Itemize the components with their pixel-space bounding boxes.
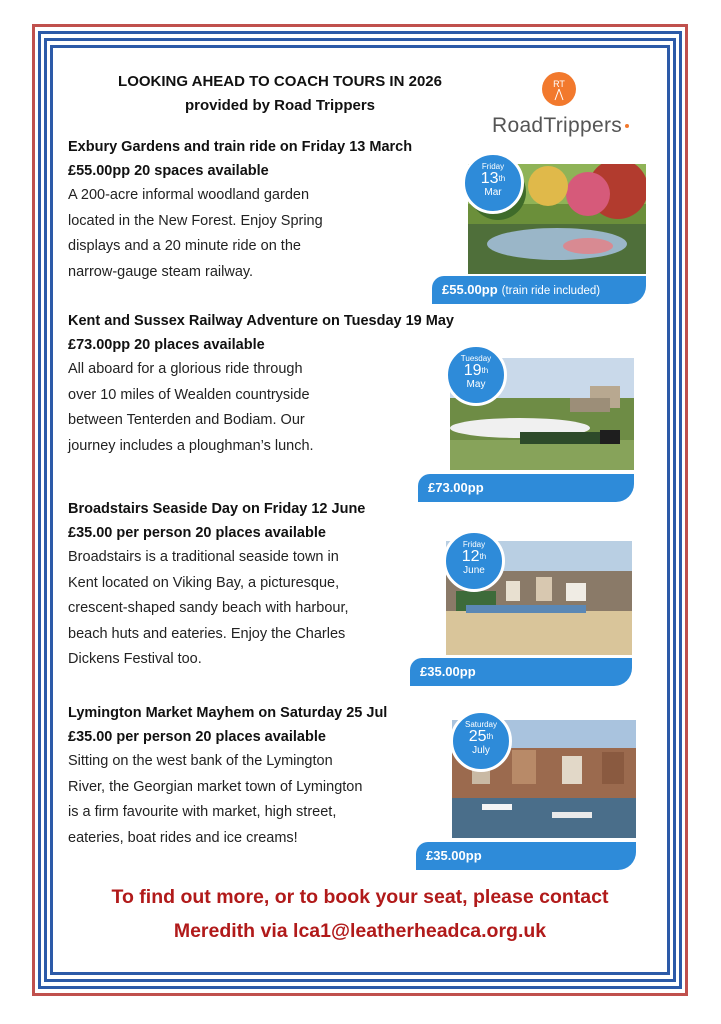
price-band-value: £73.00pp [428, 480, 484, 495]
price-band [432, 276, 646, 304]
tour-title: Kent and Sussex Railway Adventure on Tuesday 19 May [68, 313, 454, 329]
tour-title: Broadstairs Seaside Day on Friday 12 June [68, 501, 366, 517]
logo-name: RoadTrippers [492, 114, 623, 137]
contact-line-1: To find out more, or to book your seat, please contact [111, 886, 609, 908]
logo-mark-icon [542, 72, 576, 106]
logo-dot-icon [625, 124, 629, 128]
date-badge: Tuesday 19th May [445, 344, 507, 406]
price-band [410, 658, 632, 686]
title-line-2: provided by Road Trippers [184, 97, 376, 114]
title-line-1: LOOKING AHEAD TO COACH TOURS IN 2026 [118, 73, 442, 90]
contact-message [40, 880, 680, 948]
tour-description: Sitting on the west bank of the Lymington River, the Georgian market town of Lymington is a firm favourite with market, high street, eateries, boat rides and ice creams! [68, 753, 363, 846]
price-band [416, 842, 636, 870]
tour-price: £73.00pp 20 places available [68, 337, 265, 353]
logo-mark-text: RT [553, 79, 565, 89]
tour-description: Broadstairs is a traditional seaside town in Kent located on Viking Bay, a picturesque, crescent-shaped sandy beach with harbour, beach huts and eateries. Enjoy the Charles Dickens Festival too. [68, 549, 349, 667]
price-band-value: £55.00pp [442, 282, 498, 297]
date-badge: Friday 13th Mar [462, 152, 524, 214]
tour-price: £35.00 per person 20 places available [68, 525, 326, 541]
date-badge: Saturday 25th July [450, 710, 512, 772]
contact-line-2: Meredith via lca1@leatherheadca.org.uk [173, 920, 547, 942]
date-badge: Friday 12th June [443, 530, 505, 592]
price-band-value: £35.00pp [420, 664, 476, 679]
price-band-note: (train ride included) [501, 285, 601, 297]
tour-price: £35.00 per person 20 places available [68, 729, 326, 745]
tour-description: All aboard for a glorious ride through over 10 miles of Wealden countryside between Tenterden and Bodiam. Our journey includes a ploughman’s lunch. [68, 361, 314, 454]
tour-title: Lymington Market Mayhem on Saturday 25 Jul [68, 705, 388, 721]
tour-description: A 200-acre informal woodland garden located in the New Forest. Enjoy Spring displays and a 20 minute ride on the narrow-gauge steam railway. [68, 187, 323, 280]
tour-title: Exbury Gardens and train ride on Friday 13 March [68, 139, 413, 155]
price-band-value: £35.00pp [426, 848, 482, 863]
tour-price: £55.00pp 20 spaces available [68, 163, 269, 179]
page-title [70, 70, 490, 118]
